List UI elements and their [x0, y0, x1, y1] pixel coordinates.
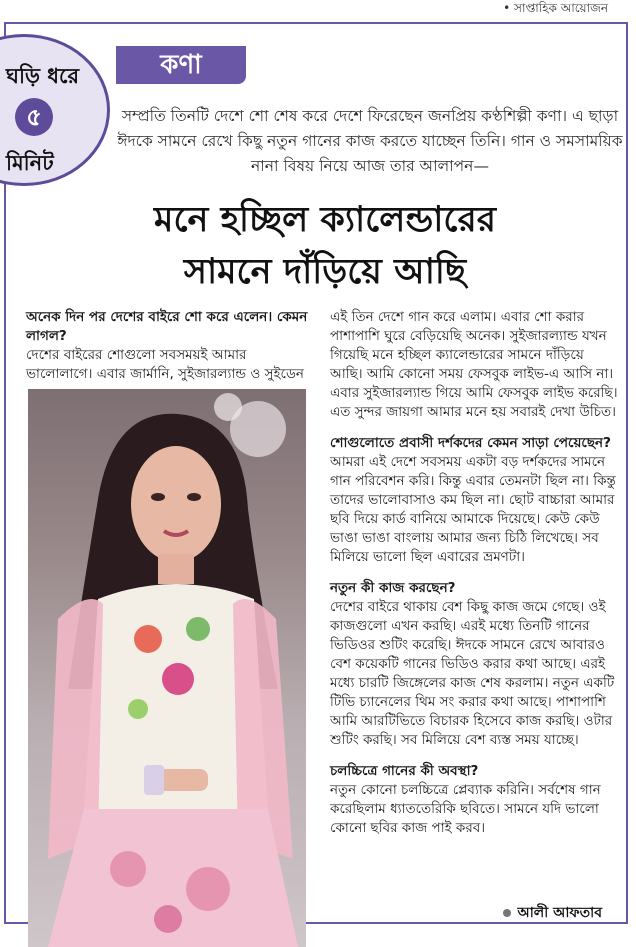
right-column [330, 308, 620, 850]
answer-1-start: দেশের বাইরের শোগুলো সবসময়ই আমার ভালোলাগে। এবার জার্মানি, সুইজারল্যান্ড ও সুইডেন [26, 347, 304, 382]
byline-author: আলী আফতাব [517, 905, 602, 921]
answer-4: নতুন কোনো চলচ্চিত্রে প্লেব্যাক করিনি। সর্বশেষ গান করেছিলাম ধ্যাততেরিকি ছবিতে। সামনে যদি ভালো কোনো ছবির কাজ পাই করব। [330, 782, 601, 836]
bullet-icon [503, 909, 511, 917]
byline [503, 901, 602, 925]
answer-3: দেশের বাইরে থাকায় বেশ কিছু কাজ জমে গেছে। ওই কাজগুলো এখন করছি। এরই মধ্যে তিনটি গানের ভিডিওর শুটিং করেছি। ঈদকে সামনে রেখে আবারও বেশ কয়েকটি গানের ভিডিও করার কথা আছে। এরই মধ্যে চারটি জিঙ্গেলের কাজ শেষ করলাম। নতুন একটি টিভি চ্যানেলের থিম সং করার কথা আছে। পাশাপাশি আমি আরটিভিতে বিচারক হিসেবে কাজ করছি। ওটার শুটিং করছি। সব মিলিয়ে বেশ ব্যস্ত সময় যাচ্ছে। [330, 599, 615, 748]
badge-line2: মিনিট [6, 151, 54, 175]
question-1: অনেক দিন পর দেশের বাইরে শো করে এলেন। কেমন লাগল? [26, 309, 308, 344]
question-4: চলচ্চিত্রে গানের কী অবস্থা? [330, 763, 479, 779]
badge-line1: ঘড়ি ধরে [6, 64, 80, 88]
left-column [26, 308, 316, 396]
answer-1-continued: এই তিন দেশে গান করে এলাম। এবার শো করার পাশাপাশি ঘুরে বেড়িয়েছি অনেক। সুইজারল্যান্ড যখন গিয়েছি মনে হচ্ছিল ক্যালেন্ডারের সামনে দাঁড়িয়ে আছি। আমি কোনো সময় ফেসবুক লাইভ-এ আসি না। এবার সুইজারল্যান্ড গিয়ে আমি ফেসবুক লাইভ করেছি। এত সুন্দর জায়গা আমার মনে হয় সবারই দেখা উচিত। [330, 309, 618, 420]
badge-number: ৫ [15, 98, 53, 136]
question-2: শোগুলোতে প্রবাসী দর্শকদের কেমন সাড়া পেয়েছেন? [330, 435, 611, 451]
headline-line2: সামনে দাঁড়িয়ে আছি [183, 251, 467, 292]
singer-photo [28, 389, 306, 947]
singer-photo-illustration [28, 389, 306, 947]
section-name-tab: কণা [116, 46, 246, 84]
masthead-snippet: • সাপ্তাহিক আয়োজন [503, 1, 608, 15]
article-frame [4, 22, 628, 924]
headline-line1: মনে হচ্ছিল ক্যালেন্ডারের [154, 199, 496, 240]
question-3: নতুন কী কাজ করছেন? [330, 580, 456, 596]
headline [30, 194, 620, 298]
intro-text: সম্প্রতি তিনটি দেশে শো শেষ করে দেশে ফিরেছেন জনপ্রিয় কণ্ঠশিল্পী কণা। এ ছাড়া ঈদকে সামনে রেখে কিছু নতুন গানের কাজ করতে যাচ্ছেন তিনি। গান ও সমসাময়িক নানা বিষয় নিয়ে আজ তার আলাপন— [117, 107, 623, 175]
answer-2: আমরা এই দেশে সবসময় একটা বড় দর্শকদের সামনে গান পরিবেশন করি। কিন্তু এবার তেমনটা ছিল না। কিন্তু তাদের ভালোবাসাও কম ছিল না। ছোট বাচ্চারা আমার ছবি দিয়ে কার্ড বানিয়ে আমাকে দিয়েছে। কেউ কেউ ভাঙা ভাঙা বাংলায় আমার জন্য চিঠি লিখেছে। সব মিলিয়ে ভালো ছিল এবারের ভ্রমণটা। [330, 454, 616, 565]
